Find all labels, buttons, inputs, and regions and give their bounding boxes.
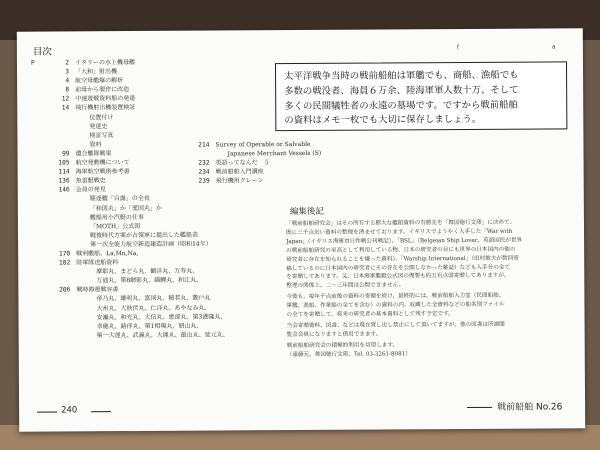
notice-text: 太平洋戦争当時の戦前船舶は軍艦でも、商船、漁船でも 多数の戦没者、海員６万余、陸海軍軍人数十万、そして 多くの民間犠牲者の永遠の墓場です。ですから戦前船舶 の資料はメモ一枚でも大切に保存しましょう。 xyxy=(284,69,519,127)
footer-rule-left-2 xyxy=(91,411,111,412)
postscript-body xyxy=(286,218,569,359)
toc-entry-title: 第一次全能力航空新造建造計画（昭和14年） xyxy=(90,240,212,249)
postscript-line: 当会寄贈資料、図書、などは現在貸し出し禁止にして頂いてますが、他の図書は所謂閲 xyxy=(286,321,505,330)
postscript-line: を寄贈してあります。又、日本海軍艦艇公式図の復製も約五百点弱寄贈してありますが、 xyxy=(286,273,510,281)
magazine-page xyxy=(17,28,585,431)
toc-entry-page: 3 xyxy=(65,68,70,76)
postscript-line: 既に三千点近い資料の整理を済ませております。イギリスでようやく入手した「War with xyxy=(285,228,513,236)
toc-entry-title: 検証写真 xyxy=(89,131,114,140)
toc-entry-title: 英語ってなんだ ５ xyxy=(215,159,270,167)
toc-entry-page: 4 xyxy=(65,77,70,85)
toc-entry-title: 第一大運丸、武義丸、大運丸、最山丸、延元丸、 xyxy=(96,331,229,340)
postscript-line: の全てを寄贈して、将来の研究者の基本資料として残す予定です。 xyxy=(286,311,454,319)
page-mark-right: a xyxy=(551,43,556,51)
toc-entry-title: 摩耶丸、まどら丸、鶴洋丸、万寿丸、 xyxy=(96,267,199,276)
toc-entry-page: 146 xyxy=(58,186,70,194)
toc-title: 目次 xyxy=(32,46,52,58)
toc-entry-title: 幸穂丸、路伴丸、第1相場丸、朋山丸、 xyxy=(96,322,203,330)
toc-entry-title: 「MOTH」公式図 xyxy=(89,222,141,230)
toc-entry-title: 航空母艦爆の解析 xyxy=(75,77,124,85)
toc-entry-title: 前母から製作に改造 xyxy=(75,86,130,94)
toc-entry-title: 帝乃丸、雄明丸、富国丸、稲若丸、敷戸丸 xyxy=(96,294,211,303)
toc-entry-title: 「和図丸」か「愛国丸」か xyxy=(89,204,162,212)
toc-entry-title: Survey of Operable or Salvable xyxy=(215,140,311,149)
toc-entry-page: 170 xyxy=(58,250,71,258)
postscript-line: Japan」（イギリス海軍対日作戦公刊戦記）、「BSL」（Belgeian Ship Lover、英語国民が世界 xyxy=(286,237,523,245)
toc-entry-title: Japanese Merchant Vessels (S) xyxy=(227,149,322,158)
magazine-title: 戦前船舶 No.26 xyxy=(497,402,563,413)
postscript-line: 戦前船舶研究会の積極的利用を切望します。 xyxy=(286,342,399,349)
toc-entry-page: 8 xyxy=(65,86,70,94)
toc-entry-title: 航空発動機について xyxy=(75,159,130,167)
postscript-line: 整理の関係上、二～三年間は公開できません。 xyxy=(286,282,405,290)
toc-entry-title: 資料 xyxy=(89,141,102,149)
page-mark-left: f xyxy=(456,44,460,52)
toc-entry-title: 発達史 xyxy=(89,122,108,130)
toc-entry-title: 会員の発見 xyxy=(75,186,106,194)
toc-entry-page: 239 xyxy=(198,177,210,186)
footer-rule-right xyxy=(467,407,492,408)
toc-entry-page: 105 xyxy=(58,159,70,167)
toc-entry-page: 206 xyxy=(59,286,71,294)
postscript-line: 研究者に存在を知られることを嫌った資料）、「Warship International」（田村敏夫が数回寄 xyxy=(286,255,519,263)
toc-page-label: P xyxy=(30,59,35,67)
toc-entry-title: 万通丸、第8網影丸、錦鯉丸、和江丸、 xyxy=(96,276,203,285)
page-number: 240 xyxy=(61,405,78,416)
toc-entry-title: 魚雷艇戦史 xyxy=(75,177,106,185)
toc-entry-title: 飛行機射出機装置検証 xyxy=(75,104,136,112)
postscript-line: （遠藤元、舞国徳行文庫、Tel. 03-3261-8081） xyxy=(286,351,411,358)
postscript-line: 稿しているのに日本国内の研究者にその存在を公開しなかった雑誌）なども入手分の全て xyxy=(286,264,511,272)
notice-box xyxy=(275,61,567,131)
toc-entry-page: 14 xyxy=(61,104,70,112)
toc-entry-title: 艦船用小汽艇の仕事 xyxy=(89,213,144,221)
toc-entry-title: 安瀬丸、和光丸、大信丸、恵部丸、第3港隆丸、 xyxy=(96,313,227,321)
toc-entry-page: 99 xyxy=(62,150,70,158)
footer-rule-left xyxy=(37,411,57,412)
toc-entry-title: 陸軍隊送船資料 xyxy=(76,259,119,267)
postscript-line: 「戦前船舶研究会」はその所有する膨大な艦船資料の有勝先を「舞国徳行文庫」に決めて、 xyxy=(285,219,516,228)
toc-entry-page: 214 xyxy=(198,141,210,149)
toc-entry-title: 戦利艦船、La,Mn,Na, xyxy=(76,249,139,258)
toc-entry-title: 位置付け xyxy=(89,113,114,121)
toc-entry-title: 中速遊戦資料船の発達 xyxy=(75,95,136,103)
toc-entry-title: 遺合艦隊戦果 xyxy=(75,150,112,158)
postscript-title: 編集後記 xyxy=(289,206,324,218)
postscript-line: 覧会会員になりますと借用できます。 xyxy=(286,331,382,338)
postscript-line: 軍艦、漁船、作業船の全てを含む）の資料の内、収蔵した全資料などの船名別ファイル xyxy=(286,301,505,310)
toc-entry-title: 戦後時代方案が占領軍に提出した艦船表 xyxy=(90,231,199,240)
toc-entry-page: 182 xyxy=(58,259,71,267)
toc-entry-title: 戦前船舶入門講座 xyxy=(215,168,264,176)
toc-entry-title: 「大和」射出機 xyxy=(75,68,118,76)
toc-entry-page: 12 xyxy=(61,95,70,103)
toc-entry-title: 飛行機用クレーン xyxy=(215,177,264,185)
toc-entry-page: 2 xyxy=(65,59,69,67)
postscript-line: 今後も、毎年千点前後の資料の寄贈を続け、最終的には、戦前船舶入力室（民間船舶、 xyxy=(286,293,505,301)
toc-entry-title: 海軍航空戦術参考書 xyxy=(75,168,130,176)
postscript-line: の戦前船舶研究の至高として利用している物、日本の研究者の目にも世界の日本国内の他の xyxy=(286,246,516,254)
toc-entry-title: 大州丸、大秋伏丸、仁洋丸、あやなみ丸、 xyxy=(96,304,211,312)
toc-entry-title: イタリーの水上機母艦 xyxy=(74,59,136,67)
toc-entry-title: 戦時海運戦容書 xyxy=(76,286,119,294)
toc-entry-page: 136 xyxy=(58,177,70,185)
toc-entry-title: 駆逐艦「白露」の全長 xyxy=(89,195,150,203)
toc-entry-page: 234 xyxy=(198,168,210,176)
toc-entry-page: 114 xyxy=(58,168,70,176)
toc-entry-page: 232 xyxy=(198,159,210,167)
